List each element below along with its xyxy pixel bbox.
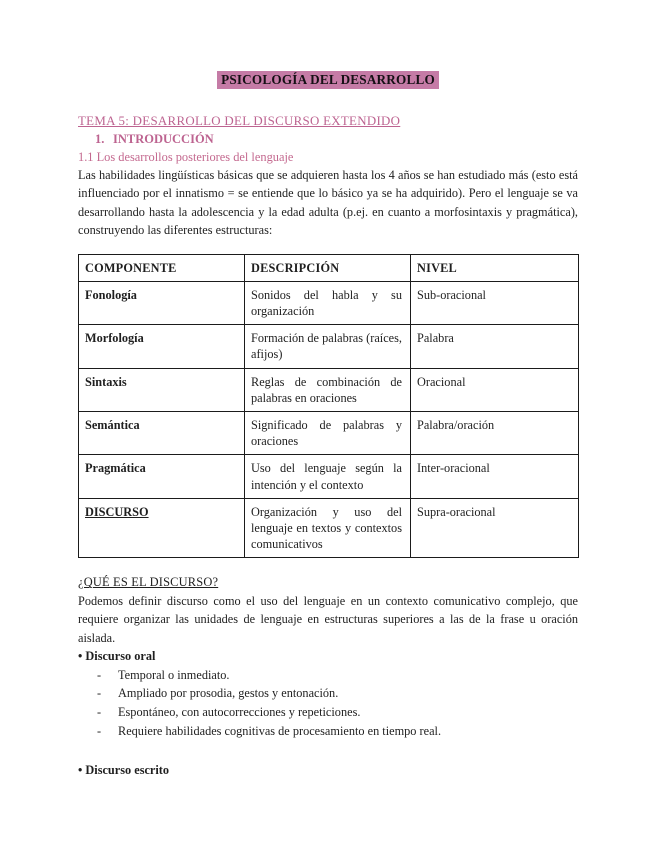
table-row [79,325,579,368]
cell-nivel: Palabra [411,325,579,368]
list-item [78,703,578,722]
written-discourse-label: Discurso escrito [85,763,170,778]
table-header-row [79,254,579,281]
subsection-heading: 1.1 Los desarrollos posteriores del lenguaje [78,150,294,164]
table-row [79,281,579,324]
cell-descripcion: Reglas de combinación de palabras en oraciones [245,368,411,411]
cell-nivel: Palabra/oración [411,412,579,455]
table-header-descripcion: DESCRIPCIÓN [245,254,411,281]
cell-nivel: Oracional [411,368,579,411]
oral-discourse-heading [78,647,578,665]
cell-componente: Morfología [79,325,245,368]
dash-marker: - [97,704,102,719]
cell-componente: Fonología [79,281,245,324]
topic-heading: TEMA 5: DESARROLLO DEL DISCURSO EXTENDIDO [78,114,401,128]
cell-nivel: Sub-oracional [411,281,579,324]
table-row [79,455,579,498]
list-item-text: Ampliado por prosodia, gestos y entonación. [118,686,339,701]
list-item-text: Temporal o inmediato. [118,667,230,682]
cell-componente: Sintaxis [79,368,245,411]
table-header-componente: COMPONENTE [79,254,245,281]
cell-componente: Pragmática [79,455,245,498]
list-item [78,722,578,741]
document-title: PSICOLOGÍA DEL DESARROLLO [217,71,439,89]
oral-discourse-label: Discurso oral [85,649,156,664]
list-item [78,666,578,685]
table-row [79,368,579,411]
bullet-marker: • [78,649,83,664]
document-title-row [78,71,578,89]
list-item-text: Requiere habilidades cognitivas de procesamiento en tiempo real. [118,723,442,738]
table-header-nivel: NIVEL [411,254,579,281]
section-heading [78,130,578,148]
intro-paragraph: Las habilidades lingüísticas básicas que se adquieren hasta los 4 años se han estudiado más (esto está influenciado por el innatismo = se entiende que lo básico ya se ha adquirido). Pero el lenguaje se va desarrollando hasta la adolescencia y la edad adulta (p.ej. en cuanto a morfosintaxis y pragmática), construyendo las diferentes estructuras: [78,168,578,238]
section-label: INTRODUCCIÓN [113,132,214,146]
section-number: 1. [95,132,105,146]
list-item [78,684,578,703]
dash-marker: - [97,723,102,738]
written-discourse-heading [78,761,578,779]
cell-componente: Semántica [79,412,245,455]
list-item-text: Espontáneo, con autocorrecciones y repeticiones. [118,704,361,719]
table-row [79,412,579,455]
question-heading: ¿QUÉ ES EL DISCURSO? [78,575,219,590]
bullet-marker: • [78,763,83,778]
cell-descripcion: Formación de palabras (raíces, afijos) [245,325,411,368]
table-row-discurso [79,498,579,558]
cell-descripcion: Organización y uso del lenguaje en textos y contextos comunicativos [245,498,411,558]
cell-descripcion: Uso del lenguaje según la intención y el contexto [245,455,411,498]
dash-marker: - [97,667,102,682]
oral-discourse-list [78,666,578,741]
cell-descripcion: Significado de palabras y oraciones [245,412,411,455]
components-table [78,254,579,559]
cell-nivel: Supra-oracional [411,498,579,558]
cell-componente: DISCURSO [79,498,245,558]
cell-nivel: Inter-oracional [411,455,579,498]
dash-marker: - [97,686,102,701]
definition-paragraph: Podemos definir discurso como el uso del lenguaje en un contexto comunicativo complejo, que requiere organizar las unidades de lenguaje en estructuras superiores a las de la frase u oración aislada. [78,593,578,645]
cell-descripcion: Sonidos del habla y su organización [245,281,411,324]
